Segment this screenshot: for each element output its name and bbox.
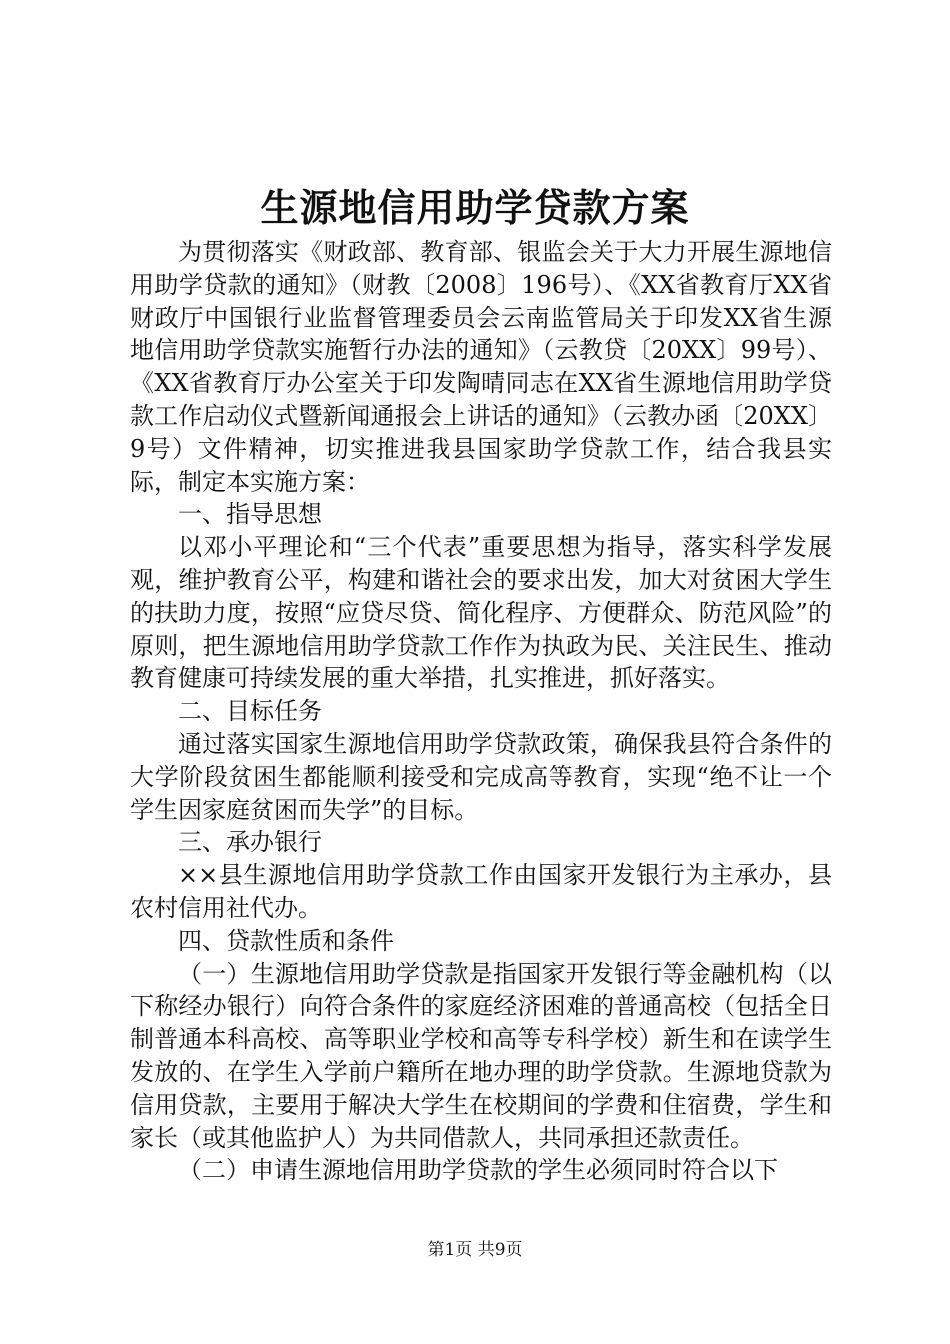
sub-item-paragraph: （二）申请生源地信用助学贷款的学生必须同时符合以下 bbox=[178, 1156, 778, 1185]
intro-paragraph: 为贯彻落实《财政部、教育部、银监会关于大力开展生源地信用助学贷款的通知》（财教〔2008〕196号）、《XX省教育厅XX省财政厅中国银行业监督管理委员会云南监管局关于印发XX省生源地信用助学贷款实施暂行办法的通知》（云教贷〔20XX〕99号）、《XX省教育厅办公室关于印发陶晴同志在XX省生源地信用助学贷款工作启动仪式暨新闻通报会上讲话的通知》（云教办函〔20XX〕9号）文件精神，切实推进我县国家助学贷款工作，结合我县实际，制定本实施方案： bbox=[130, 238, 832, 496]
body-paragraph: 以邓小平理论和“三个代表”重要思想为指导，落实科学发展观，维护教育公平，构建和谐社会的要求出发，加大对贫困大学生的扶助力度，按照“应贷尽贷、简化程序、方便群众、防范风险”的原则，把生源地信用助学贷款工作作为执政为民、关注民生、推动教育健康可持续发展的重大举措，扎实推进，抓好落实。 bbox=[130, 533, 832, 693]
section-heading: 三、承办银行 bbox=[178, 828, 322, 857]
body-paragraph: 通过落实国家生源地信用助学贷款政策，确保我县符合条件的大学阶段贫困生都能顺利接受和完成高等教育，实现“绝不让一个学生因家庭贫困而失学”的目标。 bbox=[130, 729, 832, 824]
sub-item-paragraph: （一）生源地信用助学贷款是指国家开发银行等金融机构（以下称经办银行）向符合条件的家庭经济困难的普通高校（包括全日制普通本科高校、高等职业学校和高等专科学校）新生和在读学生发放的、在学生入学前户籍所在地办理的助学贷款。生源地贷款为信用贷款，主要用于解决大学生在校期间的学费和住宿费，学生和家长（或其他监护人）为共同借款人，共同承担还款责任。 bbox=[130, 959, 832, 1152]
body-paragraph: ××县生源地信用助学贷款工作由国家开发银行为主承办，县农村信用社代办。 bbox=[130, 861, 832, 922]
page-number-footer: 第1页 共9页 bbox=[427, 1240, 523, 1260]
document-body bbox=[130, 236, 832, 1187]
section-heading: 二、目标任务 bbox=[178, 697, 322, 726]
document-title: 生源地信用助学贷款方案 bbox=[260, 185, 690, 230]
section-heading: 四、贷款性质和条件 bbox=[178, 926, 394, 955]
section-heading: 一、指导思想 bbox=[178, 500, 322, 529]
